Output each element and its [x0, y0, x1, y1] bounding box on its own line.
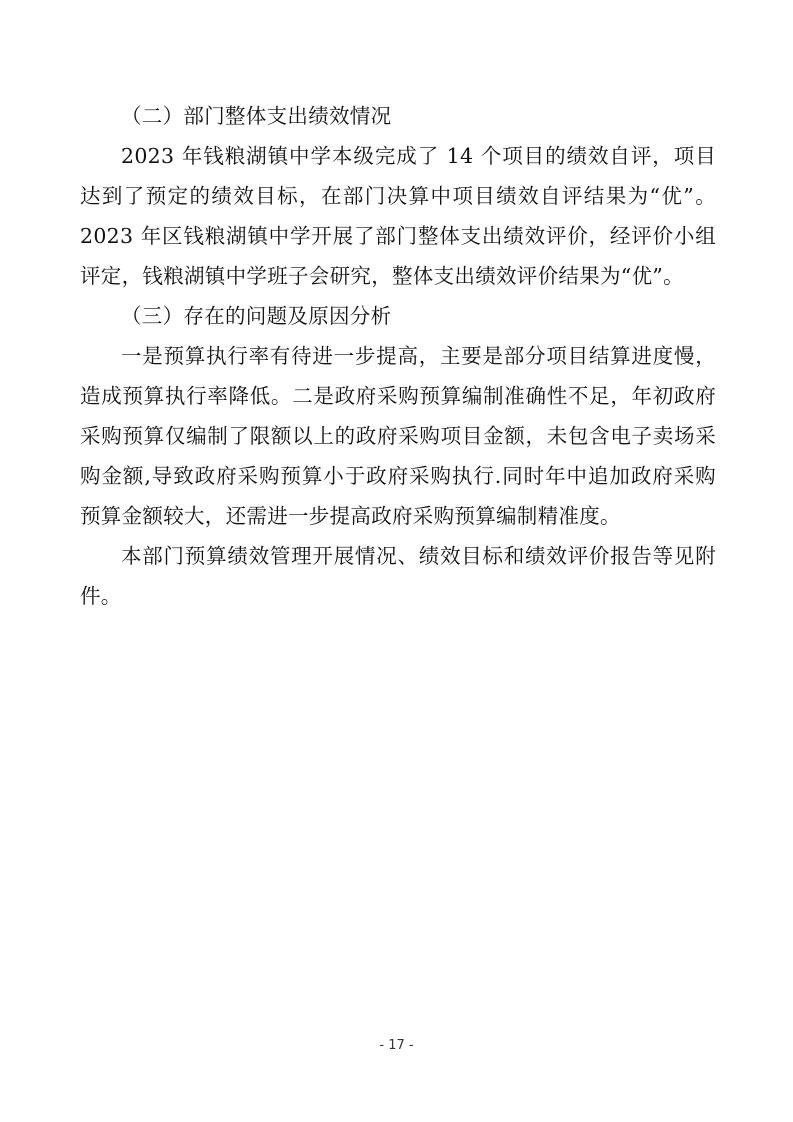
paragraph-performance-results: 2023 年钱粮湖镇中学本级完成了 14 个项目的绩效自评，项目达到了预定的绩效目标，在部门决算中项目绩效自评结果为“优”。2023 年区钱粮湖镇中学开展了部门整体支出绩效评价，经评价小组评定，钱粮湖镇中学班子会研究，整体支出绩效评价结果为“优”。: [80, 144, 716, 288]
paragraph-attachments-note: 本部门预算绩效管理开展情况、绩效目标和绩效评价报告等见附件。: [80, 544, 716, 608]
section-heading-2: （二）部门整体支出绩效情况: [121, 104, 392, 128]
document-body: [80, 96, 716, 616]
section-heading-3: （三）存在的问题及原因分析: [121, 304, 392, 328]
page-number: - 17 -: [379, 1038, 414, 1053]
paragraph-problems-analysis: 一是预算执行率有待进一步提高，主要是部分项目结算进度慢，造成预算执行率降低。二是政府采购预算编制准确性不足，年初政府采购预算仅编制了限额以上的政府采购项目金额，未包含电子卖场采购金额,导致政府采购预算小于政府采购执行.同时年中追加政府采购预算金额较大，还需进一步提高政府采购预算编制精准度。: [80, 344, 716, 528]
